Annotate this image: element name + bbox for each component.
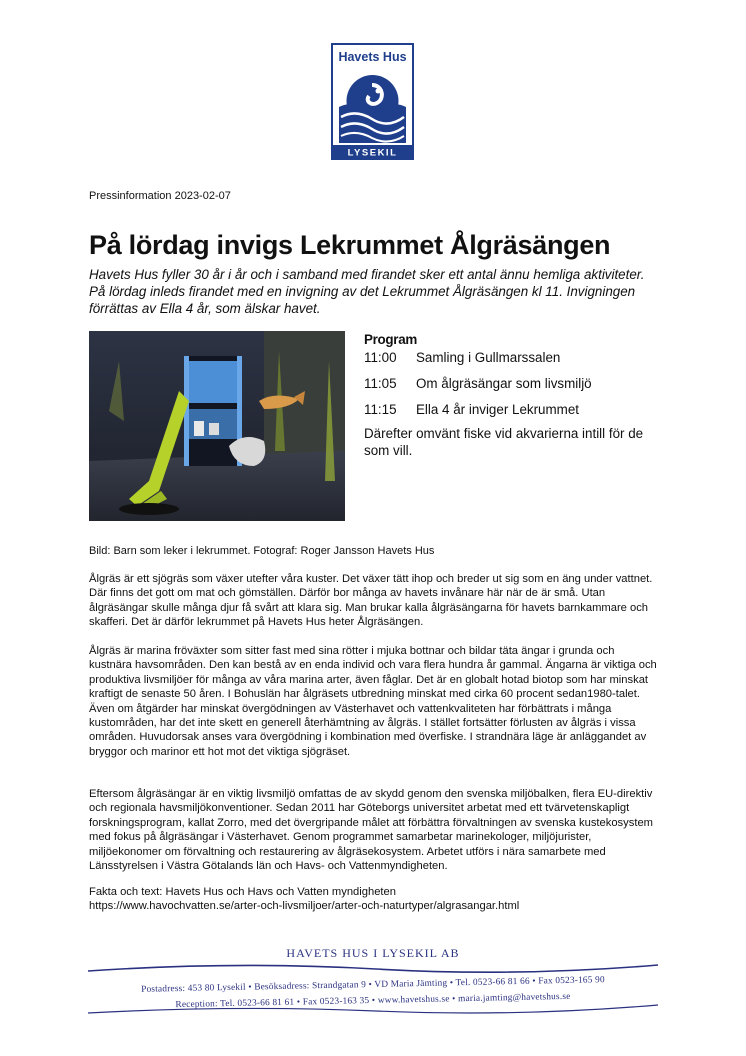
body-paragraph: Eftersom ålgräsängar är en viktig livsmiljö omfattas de av skydd genom den svenska miljöbalken, flera EU-direktiv och regionala havsmiljökonventioner. Sedan 2011 har Göteborgs universitet arbetat med ett tvärvetenskapligt forskningsprogram, kallat Zorro, med det övergripande målet att förbättra förvaltningen av svenska kustekosystem med fokus på ålgräsängar i Västerhavet. Genom programmet samarbetar marinekologer, miljöjurister, miljöekonomer om förvaltning och restaurering av ålgräsekosystem. Arbetet utförs i nära samarbete med Länsstyrelsen i Västra Götalands län och Havs- och Vattenmyndigheten. <box>89 788 653 873</box>
footer-address-line: Postadress: 453 80 Lysekil • Besöksadress: Strandgatan 9 • VD Maria Jämting • Tel. 0523-66 81 66 • Fax 0523-165 90 <box>141 975 605 995</box>
program-text: Ella 4 år inviger Lekrummet <box>416 402 579 417</box>
svg-text:Havets Hus: Havets Hus <box>338 50 407 64</box>
program-box <box>364 332 664 459</box>
facts-source: Fakta och text: Havets Hus och Havs och Vatten myndigheten <box>89 886 396 898</box>
footer-contact-line: Reception: Tel. 0523-66 81 61 • Fax 0523-163 35 • www.havetshus.se • maria.jamting@havetshus.se <box>175 991 571 1011</box>
body-paragraph: Ålgräs är marina fröväxter som sitter fast med sina rötter i mjuka bottnar och bildar täta ängar i grunda och kustnära havsområden. Den kan bestå av en enda individ och vara flera hundra år gammal. Ängarna är viktiga och produktiva livsmiljöer för många av våra marina arter, även fåglar. Det är en globalt hotad biotop som har minskat kraftigt de senaste 50 åren. I Bohuslän har ålgräsets utbredning minskat med cirka 60 procent sedan1980-talet. Även om åtgärder har minskat övergödningen av Västerhavet och vattenkvaliteten har förbättrats i många kustområden, har det inte skett en generell återhämtning av ålgräs. I stället fortsätter förlusten av ålgräs i vissa områden. Huvudorsak anses vara övergödning i kombination med överfiske. I strandnära läge är anläggandet av bryggor och marinor ett hot mot det viktiga sjögräset. <box>89 645 657 758</box>
press-info-date: Pressinformation 2023-02-07 <box>89 190 231 202</box>
playroom-photo <box>89 331 345 521</box>
program-item <box>364 350 664 376</box>
program-item <box>364 376 664 402</box>
program-after-text: Därefter omvänt fiske vid akvarierna intill för de som vill. <box>364 426 644 458</box>
program-text: Om ålgräsängar som livsmiljö <box>416 376 592 391</box>
body-paragraph: Ålgräs är ett sjögräs som växer utefter våra kuster. Det växer tätt ihop och breder ut sig som en äng under vattnet. Där finns det gott om mat och gömställen. Därför bor många av havets invånare här när de är små. Utan ålgräsängar skulle många djur få svårt att klara sig. Man brukar kalla ålgräsängarna för havets barnkammare och skafferi. Det är därför lekrummet på Havets Hus heter Ålgräsängen. <box>89 573 653 629</box>
svg-text:LYSEKIL: LYSEKIL <box>347 147 398 159</box>
program-time: 11:15 <box>364 402 397 417</box>
page-title: På lördag invigs Lekrummet Ålgräsängen <box>89 230 611 260</box>
program-time: 11:00 <box>364 350 397 365</box>
havets-hus-logo <box>331 43 414 160</box>
footer-company-name: HAVETS HUS I LYSEKIL AB <box>286 946 460 960</box>
program-text: Samling i Gullmarssalen <box>416 350 561 365</box>
photo-caption: Bild: Barn som leker i lekrummet. Fotograf: Roger Jansson Havets Hus <box>89 545 435 557</box>
lead-paragraph: Havets Hus fyller 30 år i år och i samband med firandet sker ett antal ännu hemliga aktiviteter. På lördag inleds firandet med en invigning av det Lekrummet Ålgräsängen kl 11. Invigningen förrättas av Ella 4 år, som älskar havet. <box>89 267 645 316</box>
facts-section <box>89 885 519 914</box>
facts-url-link[interactable]: https://www.havochvatten.se/arter-och-livsmiljoer/arter-och-naturtyper/algrasangar.html <box>89 900 520 913</box>
program-time: 11:05 <box>364 376 397 391</box>
program-heading: Program <box>364 332 417 347</box>
